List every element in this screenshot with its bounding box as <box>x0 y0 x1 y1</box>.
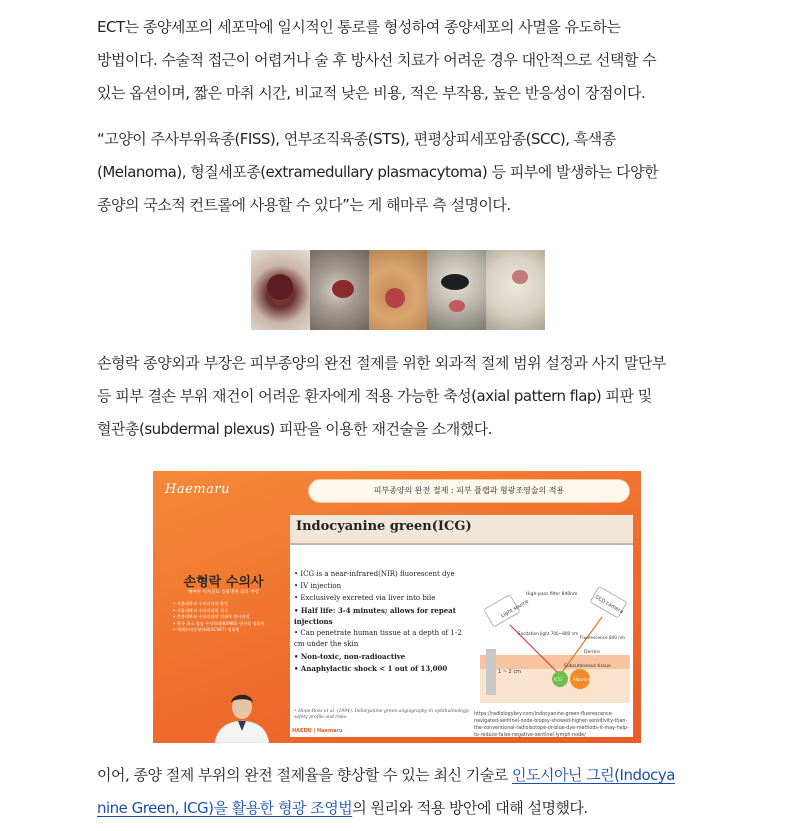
presenter-credentials <box>173 601 291 634</box>
bullet-item: • ICG is a near-infrared(NIR) fluorescent dye <box>294 570 455 578</box>
presenter-title: 해마루 이차진료 동물병원 외과 부장 <box>188 590 259 595</box>
icg-bullet-list <box>294 569 474 675</box>
credential-item: • 서울대학교 수의과대학 졸업 <box>173 601 229 606</box>
tumor-photo-5 <box>486 250 545 330</box>
article-paragraph-4 <box>97 759 707 825</box>
diagram-albumin: Albumin <box>573 677 591 682</box>
tumor-photo-strip <box>251 250 545 330</box>
diagram-subcutaneous: Subcutaneous tissue <box>564 664 611 669</box>
bullet-item: • IV injection <box>294 582 342 590</box>
haemaru-logo: Haemaru <box>165 482 230 497</box>
icg-imaging-diagram <box>480 583 630 703</box>
diagram-dermis: Dermis <box>584 650 600 655</box>
credential-item: • 충북대학교 수의과대학 외과학 박사과정 <box>173 614 250 619</box>
paragraph-line: 손형락 종양외과 부장은 피부종양의 완전 절제를 위한 외과적 절제 범위 설정과 사지 말단부 <box>97 354 666 372</box>
presenter-name: 손형락 수의사 <box>183 575 264 590</box>
tumor-photo-1 <box>251 250 310 330</box>
paragraph-line: “고양이 주사부위육종(FISS), 연부조직육종(STS), 편평상피세포암종(SCC), 흑색종 <box>97 130 616 148</box>
diagram-ccd: CCD camera <box>593 594 624 616</box>
article-paragraph-3 <box>97 347 707 446</box>
credential-item: • 한국 최소 침습 수의학회(KVMIS) 연구회 정회원 <box>173 620 265 626</box>
paragraph-line: 종양의 국소적 컨트롤에 사용할 수 있다”는 게 해마루 측 설명이다. <box>97 196 511 214</box>
paragraph-line: (Melanoma), 형질세포종(extramedullary plasmacytoma) 등 피부에 발생하는 다양한 <box>97 163 659 181</box>
lecture-slide-image <box>153 471 641 743</box>
bullet-item: • Exclusively excreted via liver into bile <box>294 594 436 602</box>
tumor-photo-4 <box>427 250 486 330</box>
paragraph-line: 방법이다. 수술적 접근이 어렵거나 술 후 방사선 치료가 어려운 경우 대안적으로 선택할 수 <box>97 51 657 69</box>
diagram-high-pass: High-pass filter 840nm <box>526 592 578 597</box>
article-paragraph-2 <box>97 123 707 222</box>
slide-card-header <box>290 515 633 545</box>
slide-reference: • Hope-Ross et al. (1994). Indocyanine green angiography in ophthalmology: safety profile and risks. <box>294 709 470 720</box>
slide-header-title: 피부종양의 완전 절제 : 피부 플랩과 형광조영술의 적용 <box>308 479 630 503</box>
diagram-source-url: https://radiologykey.com/indocyanine-green-fluorescence-navigated-sentinel-node-biopsy-showed-higher-sensitivity-than-the-conventional-radioisotope-or-blue-dye-methods-it-may-help-to-reduce-false-negative-sentinel-lymph-node/ <box>474 712 629 738</box>
paragraph-text: 의 원리와 적용 방안에 대해 설명했다. <box>352 799 588 817</box>
paragraph-line <box>97 792 707 825</box>
slide-footer-brand: HAEDU | Haemaru <box>292 728 343 734</box>
bullet-item: • Can penetrate human tissue at a depth of 1-2 cm under the skin <box>294 629 462 648</box>
paragraph-text: 이어, 종양 절제 부위의 완전 절제율을 향상할 수 있는 최신 기술로 <box>97 766 512 784</box>
paragraph-line: 있는 옵션이며, 짧은 마취 시간, 비교적 낮은 비용, 적은 부작용, 높은 반응성이 장점이다. <box>97 84 646 102</box>
diagram-depth: 1 ~ 2 cm <box>498 669 521 675</box>
paragraph-line <box>97 759 707 792</box>
diagram-icg: ICG <box>554 678 562 683</box>
article-paragraph-1 <box>97 11 707 110</box>
icg-article-link[interactable]: 인도시아닌 그린(Indocya <box>511 766 675 784</box>
paragraph-line: 혈관총(subdermal plexus) 피판을 이용한 재건술을 소개했다. <box>97 420 492 438</box>
icg-article-link-continued[interactable]: nine Green, ICG)을 활용한 형광 조영법 <box>97 799 353 817</box>
paragraph-line: ECT는 종양세포의 세포막에 일시적인 통로를 형성하여 종양세포의 사멸을 유도하는 <box>97 18 621 36</box>
credential-item: • 서울대학교 수의과대학 석사 <box>173 607 229 613</box>
diagram-light-source: Light source <box>500 598 530 620</box>
bullet-item: • Non-toxic, non-radioactive <box>294 652 406 661</box>
credential-item: • 세계수의장형학회(ACVET) 정회원 <box>173 627 240 632</box>
presenter-avatar <box>211 679 273 743</box>
bullet-item: • Half life: 3-4 minutes; allows for repeat injections <box>294 606 456 626</box>
slide-content-card <box>290 515 633 737</box>
slide-card-title: Indocyanine green(ICG) <box>296 519 472 534</box>
tumor-photo-3 <box>369 250 428 330</box>
bullet-item: • Anaphylactic shock < 1 out of 13,000 <box>294 664 448 673</box>
tumor-photo-2 <box>310 250 369 330</box>
diagram-excitation: Excitation light 700~800 nm <box>518 631 579 636</box>
paragraph-line: 등 피부 결손 부위 재건이 어려운 환자에게 적용 가능한 축성(axial pattern flap) 피판 및 <box>97 387 652 405</box>
diagram-fluorescence: Fluorescence 840 nm <box>580 635 625 640</box>
